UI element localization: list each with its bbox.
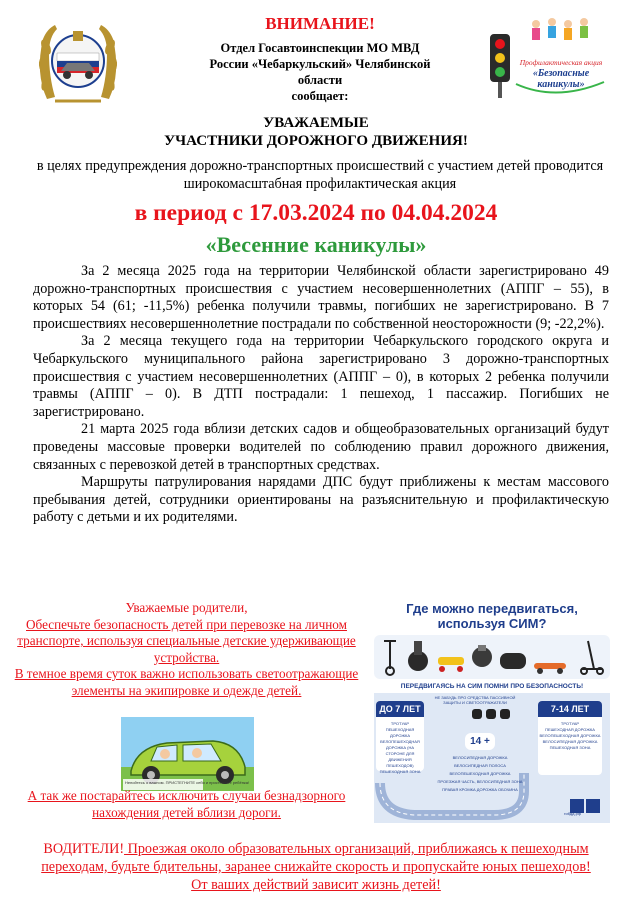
zone-item: ВЕЛОПЕШЕХОДНАЯ ДОРОЖКА (НА СТОРОНЕ ДЛЯ ДВИЖЕНИЯ ПЕШЕХОДОВ) xyxy=(380,739,420,768)
department-line-4: сообщает: xyxy=(291,89,349,103)
main-body xyxy=(33,263,609,527)
zone-item: ВЕЛОСИПЕДНАЯ ДОРОЖКА xyxy=(452,755,508,760)
body-paragraph-2: За 2 месяца текущего года на территории Чебаркульского городского округа и Чебаркульского муниципального района зарегистрировано 3 дорожно-транспортных происшествия с участием несовершеннолетних (АППГ – 0), в которых 2 ребенка получили травмы (АППГ – 0). В ДТП пострадали: 1 пешеход, 1 пассажир. Погибших не зарегистрировано. xyxy=(33,333,609,420)
zone-item: ВЕЛОПЕШЕХОДНАЯ ДОРОЖКА xyxy=(449,771,511,776)
body-paragraph-3: 21 марта 2025 года вблизи детских садов и общеобразовательных организаций будут проведены массовые проверки водителей по соблюдению правил дорожного движения, связанных с перевозкой детей в транспортных средствах. xyxy=(33,421,609,473)
body-paragraph-1: За 2 месяца 2025 года на территории Челябинской области зарегистрировано 49 дорожно-транспортных происшествия с участием несовершеннолетних (АППГ – 55), в которых 54 (61; -11,5%) ребенка получили травмы, погибших не зарегистрировано. В 7 происшествиях несовершеннолетние пострадали по собственной неосторожности (9; -22,2%). xyxy=(33,263,609,332)
age-label-14-plus: 14 + xyxy=(465,733,495,750)
drivers-label: ВОДИТЕЛИ! xyxy=(43,841,125,857)
age-label-7-14: 7-14 ЛЕТ xyxy=(538,701,602,717)
car-caption: Непойтесь о важном. ПРИСТЕГНИТЕ себя и пристегните ребёнка! xyxy=(125,780,250,785)
advice-reflectors: В темное время суток важно использовать светоотражающие элементы на экипировке и одежде детей. xyxy=(14,666,359,698)
body-paragraph-4: Маршруты патрулирования нарядами ДПС будут приближены к местам массового пребывания детей, сотрудники ориентированы на разъяснительную и профилактическую работу с детьми и их родителями. xyxy=(33,474,609,526)
poster-subtitle: ПЕРЕДВИГАЯСЬ НА СИМ ПОМНИ ПРО БЕЗОПАСНОСТЬ! xyxy=(400,683,584,690)
traffic-police-emblem xyxy=(33,13,123,107)
zone-item: ПЕШЕХОДНАЯ ЗОНА xyxy=(379,769,421,774)
campaign-small-label: Профилактическая акция xyxy=(519,58,603,67)
zone-card-14-plus xyxy=(432,733,528,819)
parents-greeting: Уважаемые родители, xyxy=(125,600,248,615)
zone-item: ВЕЛОСИПЕДНАЯ ПОЛОСА xyxy=(454,763,506,768)
dear-participants-heading xyxy=(60,114,572,150)
family-car-illustration xyxy=(121,717,254,791)
intro-text: в целях предупреждения дорожно-транспортных происшествий с участием детей проводится широкомасштабная профилактическая акция xyxy=(36,158,604,192)
dear-line-1: УВАЖАЕМЫЕ xyxy=(263,115,369,131)
zone-item: ПЕШЕХОДНАЯ ДОРОЖКА xyxy=(545,727,595,732)
action-name-heading: «Весенние каникулы» xyxy=(205,232,427,257)
drivers-footer xyxy=(10,840,622,894)
advice-child-seats: Обеспечьте безопасность детей при перевозке на личном транспорте, используя специальные детские удерживающие устройства. xyxy=(17,616,356,665)
zone-item: ВЕЛОПЕШЕХОДНАЯ ДОРОЖКА xyxy=(539,733,601,738)
age-label-under-7: ДО 7 ЛЕТ xyxy=(376,701,424,717)
department-line-2: России «Чебаркульский» Челябинской xyxy=(209,57,431,71)
zone-item: ТРОТУАР xyxy=(560,721,580,726)
sim-poster xyxy=(370,601,614,823)
attention-heading: ВНИМАНИЕ! xyxy=(265,14,375,33)
zone-item: ПРАВАЯ КРОМКА ДОРОЖКА ОБОЧИНА xyxy=(442,787,518,792)
poster-title-line-2: используя СИМ? xyxy=(437,616,547,631)
zone-item: ПЕШЕХОДНАЯ ЗОНА xyxy=(549,745,591,750)
poster-site: гибдд.рф xyxy=(564,811,582,816)
safe-holidays-logo xyxy=(466,14,606,102)
zone-card-under-7 xyxy=(376,701,424,774)
campaign-title: «Безопасные каникулы» xyxy=(532,68,590,90)
department-line-3: области xyxy=(297,73,343,87)
poster-note: НЕ ЗАБУДЬ ПРО СРЕДСТВА ПАССИВНОЙ ЗАЩИТЫ И СВЕТООТРАЖАТЕЛИ xyxy=(434,695,516,705)
poster-title xyxy=(370,601,614,631)
zone-item: ВЕЛОСИПЕДНАЯ ДОРОЖКА xyxy=(542,739,598,744)
drivers-message: Проезжая около образовательных организаций, приближаясь к пешеходным переходам, будьте бдительны, заранее снижайте скорость и пропускайте юных пешеходов! xyxy=(41,841,591,875)
sim-vehicles-icons xyxy=(374,635,610,679)
zone-item: ПЕШЕХОДНАЯ ДОРОЖКА xyxy=(385,727,415,738)
closing-line: От ваших действий зависит жизнь детей! xyxy=(191,877,441,893)
protective-gear-icon xyxy=(470,705,514,723)
period-heading: в период с 17.03.2024 по 04.04.2024 xyxy=(134,200,498,226)
dear-line-2: УЧАСТНИКИ ДОРОЖНОГО ДВИЖЕНИЯ! xyxy=(164,133,468,149)
advice-supervision: А так же постарайтесь исключить случаи безнадзорного нахождения детей вблизи дороги. xyxy=(27,788,346,820)
zone-item: ТРОТУАР xyxy=(390,721,410,726)
poster-zones xyxy=(374,693,610,823)
department-block xyxy=(150,40,490,104)
parents-advice xyxy=(14,600,359,700)
poster-title-line-1: Где можно передвигаться, xyxy=(406,601,578,616)
zone-item: ПРОЕЗЖАЯ ЧАСТЬ, ВЕЛОСИПЕДНАЯ ЗОНА xyxy=(437,779,523,784)
department-line-1: Отдел Госавтоинспекции МО МВД xyxy=(220,41,420,55)
